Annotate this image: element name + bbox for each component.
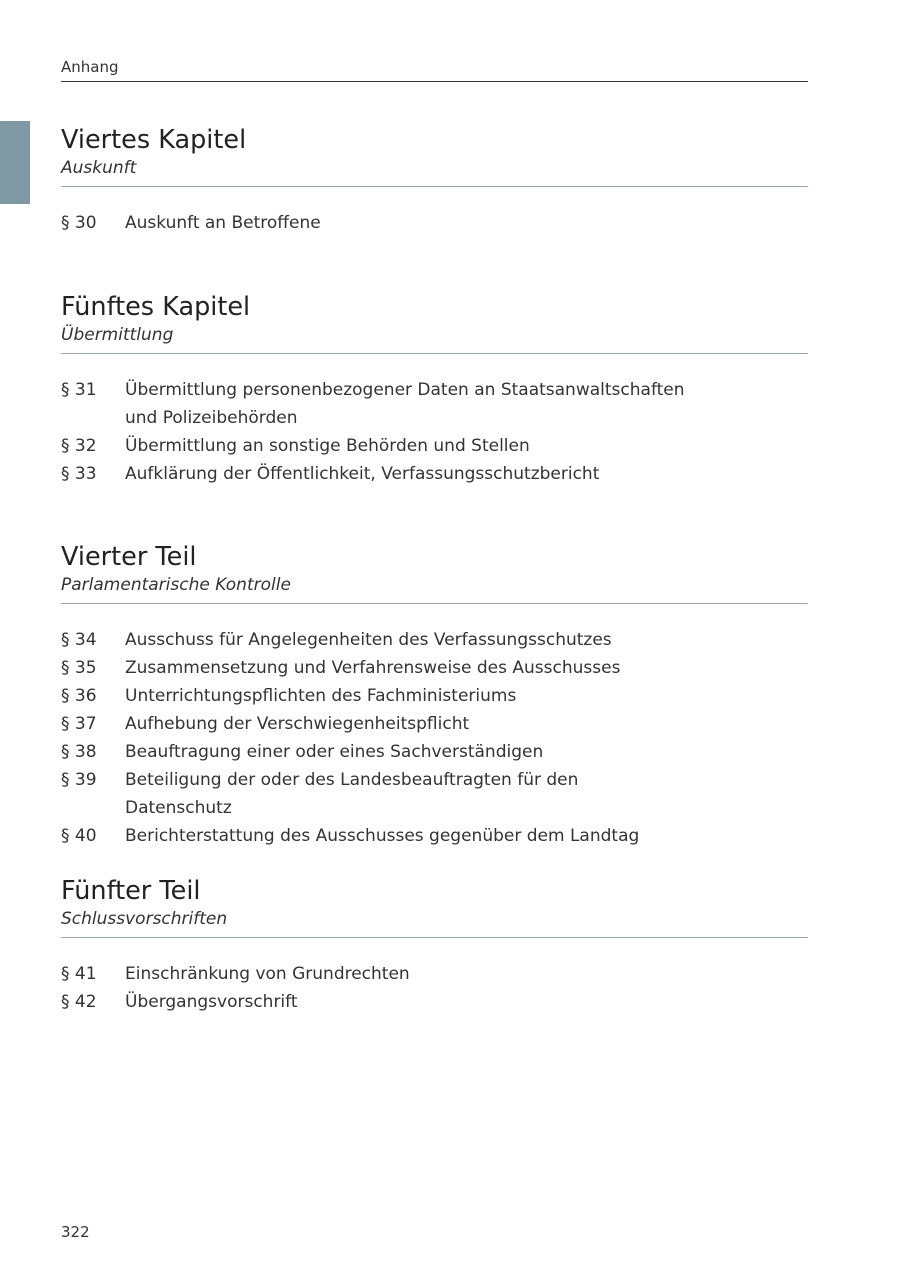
paragraph-title: Berichterstattung des Ausschusses gegenüber dem Landtag — [125, 826, 640, 846]
paragraph-title: Aufhebung der Verschwiegenheitspflicht — [125, 714, 470, 734]
paragraph-number: § 34 — [61, 630, 97, 650]
paragraph-title: Beauftragung einer oder eines Sachverständigen — [125, 742, 544, 762]
list-item — [61, 654, 808, 682]
section-vierter-teil — [61, 541, 808, 850]
entry-list — [61, 626, 808, 850]
paragraph-title: Übermittlung personenbezogener Daten an Staatsanwaltschaften und Polizeibehörden — [125, 380, 685, 428]
list-item — [61, 209, 808, 237]
running-header: Anhang — [61, 58, 119, 76]
paragraph-title: Übergangsvorschrift — [125, 992, 298, 1012]
chapter-side-tab — [0, 121, 30, 204]
section-subtitle: Auskunft — [61, 158, 137, 178]
paragraph-number: § 36 — [61, 686, 97, 706]
list-item — [61, 682, 808, 710]
paragraph-number: § 42 — [61, 992, 97, 1012]
paragraph-number: § 35 — [61, 658, 97, 678]
section-subtitle: Übermittlung — [61, 325, 174, 345]
paragraph-number: § 33 — [61, 464, 97, 484]
section-title: Fünftes Kapitel — [61, 292, 251, 322]
paragraph-title: Auskunft an Betroffene — [125, 213, 321, 233]
section-fuenftes-kapitel — [61, 291, 808, 488]
list-item — [61, 376, 808, 432]
paragraph-number: § 32 — [61, 436, 97, 456]
header-divider — [61, 81, 808, 82]
section-viertes-kapitel — [61, 124, 808, 237]
list-item — [61, 960, 808, 988]
section-subtitle: Schlussvorschriften — [61, 909, 228, 929]
paragraph-title: Ausschuss für Angelegenheiten des Verfassungsschutzes — [125, 630, 612, 650]
section-divider — [61, 937, 808, 938]
entry-list — [61, 376, 808, 488]
list-item — [61, 988, 808, 1016]
paragraph-title: Beteiligung der oder des Landesbeauftragten für den Datenschutz — [125, 770, 579, 818]
list-item — [61, 432, 808, 460]
paragraph-title: Einschränkung von Grundrechten — [125, 964, 410, 984]
section-fuenfter-teil — [61, 875, 808, 1016]
list-item — [61, 766, 808, 822]
paragraph-number: § 31 — [61, 380, 97, 400]
paragraph-title: Zusammensetzung und Verfahrensweise des Ausschusses — [125, 658, 621, 678]
entry-list — [61, 960, 808, 1016]
list-item — [61, 710, 808, 738]
section-divider — [61, 186, 808, 187]
paragraph-title: Aufklärung der Öffentlichkeit, Verfassungsschutzbericht — [125, 464, 600, 484]
section-divider — [61, 353, 808, 354]
section-title: Vierter Teil — [61, 542, 197, 572]
list-item — [61, 738, 808, 766]
page-number: 322 — [61, 1223, 90, 1241]
paragraph-number: § 38 — [61, 742, 97, 762]
paragraph-title: Übermittlung an sonstige Behörden und Stellen — [125, 436, 530, 456]
paragraph-number: § 39 — [61, 770, 97, 790]
paragraph-number: § 37 — [61, 714, 97, 734]
section-divider — [61, 603, 808, 604]
list-item — [61, 460, 808, 488]
paragraph-number: § 41 — [61, 964, 97, 984]
entry-list — [61, 209, 808, 237]
paragraph-number: § 30 — [61, 213, 97, 233]
paragraph-number: § 40 — [61, 826, 97, 846]
section-title: Fünfter Teil — [61, 876, 201, 906]
list-item — [61, 626, 808, 654]
section-title: Viertes Kapitel — [61, 125, 247, 155]
section-subtitle: Parlamentarische Kontrolle — [61, 575, 291, 595]
list-item — [61, 822, 808, 850]
paragraph-title: Unterrichtungspflichten des Fachministeriums — [125, 686, 517, 706]
